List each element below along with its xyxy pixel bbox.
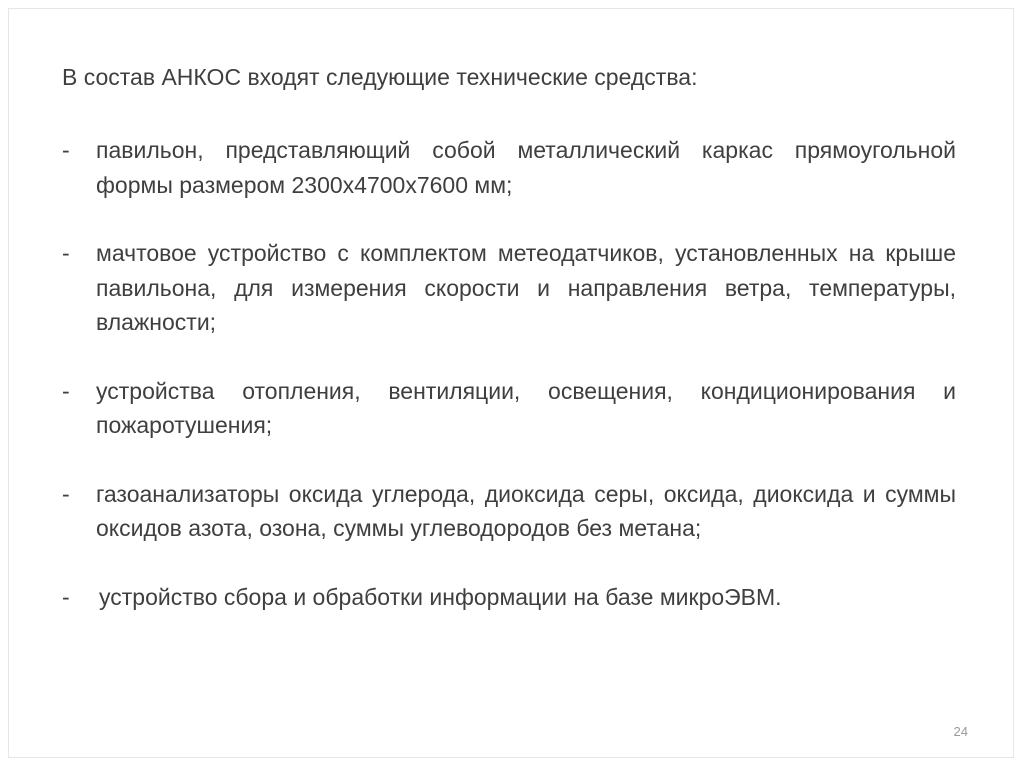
list-dash: - [62, 377, 70, 404]
list-item [62, 374, 956, 443]
list-item [62, 477, 956, 546]
list-item-text: павильон, представляющий собой металлический каркас прямоугольной формы размером 2300х4700х7600 мм; [96, 137, 956, 198]
list-item-text: устройства отопления, вентиляции, освещения, кондиционирования и пожаротушения; [96, 377, 956, 438]
list-item [62, 580, 956, 615]
intro-text: В состав АНКОС входят следующие технические средства: [62, 64, 698, 90]
list-dash: - [62, 583, 70, 610]
list-item-text: устройство сбора и обработки информации на базе микроЭВМ. [99, 583, 782, 610]
list-dash: - [62, 480, 70, 507]
list-item-text: мачтовое устройство с комплектом метеодатчиков, установленных на крыше павильона, для измерения скорости и направления ветра, температуры, влажности; [96, 240, 956, 335]
list-item [62, 133, 956, 202]
list-item-text: газоанализаторы оксида углерода, диоксида серы, оксида, диоксида и суммы оксидов азота, озона, суммы углеводородов без метана; [96, 480, 956, 541]
list-item [62, 236, 956, 340]
list-dash: - [62, 137, 70, 163]
slide-number: 24 [953, 724, 968, 739]
list-dash: - [62, 240, 70, 266]
equipment-list [62, 133, 956, 648]
